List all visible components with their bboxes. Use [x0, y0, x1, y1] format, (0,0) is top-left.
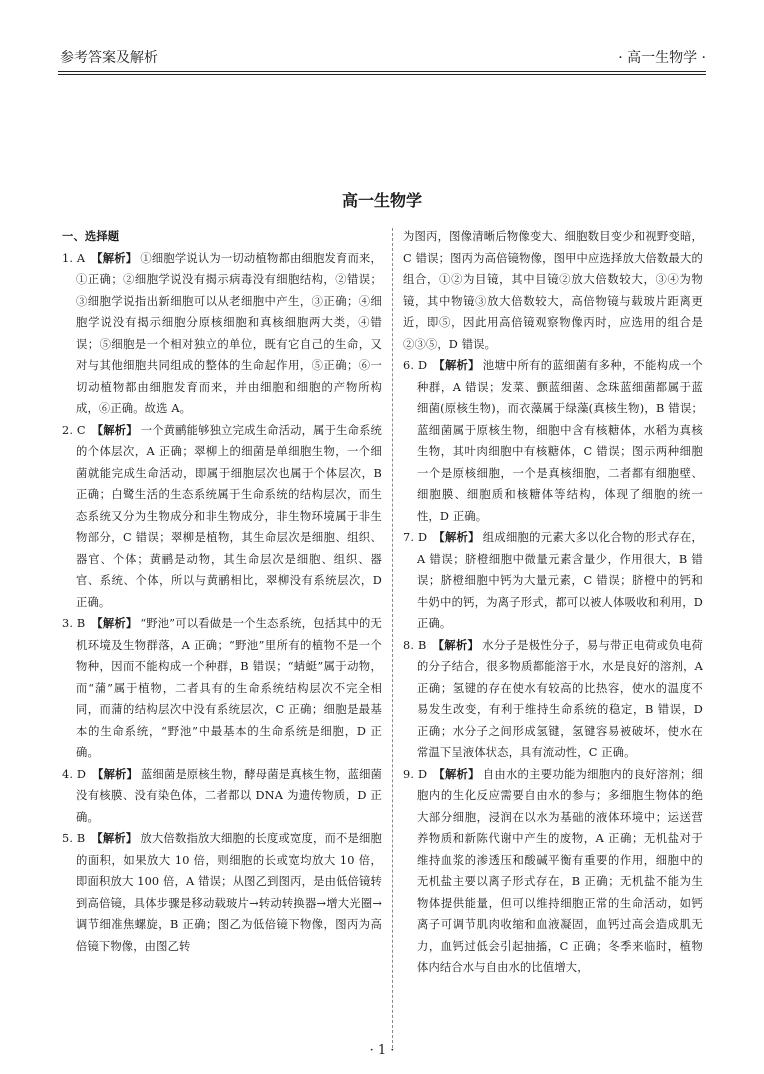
answer-number: 5. B	[62, 832, 86, 845]
column-divider	[392, 228, 393, 1048]
answer-text: 蓝细菌是原核生物，酵母菌是真核生物，蓝细菌没有核膜、没有染色体，二者都以 DNA 为遗传物质，D 正确。	[76, 767, 383, 824]
answer-number: 9. D	[403, 767, 428, 781]
answer-number: 4. D	[62, 767, 87, 781]
left-column	[62, 226, 382, 957]
answer-text: 自由水的主要功能为细胞内的良好溶剂；细胞内的生化反应需要自由水的参与；多细胞生物体的绝大部分细胞，浸润在以水为基础的液体环境中；运送营养物质和新陈代谢中产生的废物，A 正确；无机盐对于维持血浆的渗透压和酸碱平衡有重要的作用，细胞中的无机盐主要以离子形式存在，B 正确；无机盐不能为生物体提供能量，但可以维持细胞正常的生命活动，如钙离子可调节肌肉收缩和血液凝固，血钙过高会造成肌无力，血钙过低会引起抽搐，C 正确；冬季来临时，植物体内结合水与自由水的比值增大，	[417, 767, 703, 974]
answer-number: 1. A	[62, 251, 86, 265]
page-number: · 1 ·	[369, 1043, 395, 1058]
answer-item	[62, 764, 382, 829]
continued-paragraph: 为图丙，图像清晰后物像变大、细胞数目变少和视野变暗，C 错误；图丙为高倍镜物像，图甲中应选择放大倍数最大的组合，①②为目镜，其中目镜②放大倍数较大，③④为物镜，其中物镜③放大倍数较大，高倍物镜与载玻片距离更近，即⑤，因此用高倍镜观察物像丙时，应选用的组合是②③⑤，D 错误。	[403, 230, 703, 351]
answer-item	[403, 635, 703, 764]
analysis-tag: 【解析】	[92, 767, 139, 781]
answer-number: 2. C	[62, 423, 86, 437]
answer-item	[62, 613, 382, 764]
answer-number: 6. D	[403, 359, 428, 372]
header-rule	[58, 71, 706, 72]
analysis-tag: 【解析】	[91, 423, 138, 437]
analysis-tag: 【解析】	[91, 832, 138, 845]
answer-text: 放大倍数指放大细胞的长度或宽度，而不是细胞的面积，如果放大 10 倍，则细胞的长或宽均放大 10 倍，即面积放大 100 倍，A 错误；从图乙到图丙，是由低倍镜转到高倍镜，具体步骤是移动载玻片→转动转换器→增大光圈→调节细准焦螺旋，B 正确；图乙为低倍镜下物像，图丙为高倍镜下物像，由图乙转	[76, 832, 383, 953]
answer-text: “野池”可以看做是一个生态系统，包括其中的无机环境及生物群落，A 正确；“野池”里所有的植物不是一个物种，因而不能构成一个种群，B 错误；“蜻蜓”属于动物，而“蒲”属于植物，二者具有的生命系统结构层次不完全相同，而蒲的结构层次中没有系统层次，C 正确；细胞是最基本的生命系统，“野池”中最基本的生命系统是细胞，D 正确。	[76, 617, 382, 759]
answer-number: 7. D	[403, 531, 428, 544]
answer-text: 组成细胞的元素大多以化合物的形式存在，A 错误；脐橙细胞中微量元素含量少，作用很大，B 错误；脐橙细胞中钙为大量元素，C 错误；脐橙中的钙和牛奶中的钙，为离子形式，都可以被人体吸收和利用，D 正确。	[417, 531, 703, 630]
answer-text: 一个黄鹂能够独立完成生命活动，属于生命系统的个体层次，A 正确；翠柳上的细菌是单细胞生物，一个细菌就能完成生命活动，即属于细胞层次也属于个体层次，B 正确；白鹭生活的生态系统属于生命系统的结构层次，而生态系统又分为生物成分和非生物成分，非生物环境属于非生物部分，C 错误；翠柳是植物，其生命层次是细胞、组织、器官、个体；黄鹂是动物，其生命层次是细胞、组织、器官、系统、个体，所以与黄鹂相比，翠柳没有系统层次，D 正确。	[76, 423, 383, 609]
right-column	[403, 226, 703, 979]
page-title: 高一生物学	[341, 191, 422, 210]
analysis-tag: 【解析】	[91, 617, 138, 630]
header-rule-thin	[58, 74, 706, 75]
header-right-title: · 高一生物学 ·	[618, 50, 706, 66]
analysis-tag: 【解析】	[91, 251, 138, 265]
answer-text: 水分子是极性分子，易与带正电荷或负电荷的分子结合，很多物质都能溶于水，水是良好的溶剂，A 正确；氢键的存在使水有较高的比热容，使水的温度不易发生改变，有利于维持生命系统的稳定，B 错误，D 正确；水分子之间形成氢键，氢键容易被破坏，使水在常温下呈液体状态，具有流动性，C 正确。	[417, 638, 703, 759]
answer-item	[403, 527, 703, 635]
answer-item	[62, 248, 382, 420]
analysis-tag: 【解析】	[433, 359, 480, 372]
answer-item	[403, 764, 703, 979]
answer-item	[62, 828, 382, 957]
header-left-title: 参考答案及解析	[60, 50, 158, 66]
analysis-tag: 【解析】	[433, 531, 480, 544]
analysis-tag: 【解析】	[432, 638, 480, 652]
answer-text: 池塘中所有的蓝细菌有多种，不能构成一个种群，A 错误；发菜、颤蓝细菌、念珠蓝细菌都属于蓝细菌(原核生物)，而衣藻属于绿藻(真核生物)，B 错误；蓝细菌属于原核生物，细胞中含有核糖体，水稻为真核生物，其叶肉细胞中有核糖体，C 错误；图示两种细胞一个是原核细胞，一个是真核细胞，二者都有细胞壁、细胞膜、细胞质和核糖体等结构，体现了细胞的统一性，D 正确。	[417, 359, 703, 523]
answer-number: 8. B	[403, 638, 427, 652]
answer-item	[62, 420, 382, 614]
answer-item	[403, 355, 703, 527]
section-heading: 一、选择题	[62, 230, 120, 243]
answer-number: 3. B	[62, 617, 86, 630]
answer-text: ①细胞学说认为一切动植物都由细胞发育而来，①正确；②细胞学说没有揭示病毒没有细胞结构，②错误；③细胞学说指出新细胞可以从老细胞中产生，③正确；④细胞学说没有揭示细胞分原核细胞和真核细胞两大类，④错误；⑤细胞是一个相对独立的单位，既有它自己的生命，又对与其他细胞共同组成的整体的生命起作用，⑤正确；⑥一切动植物都由细胞发育而来，并由细胞和细胞的产物所构成，⑥正确。故选 A。	[76, 251, 383, 415]
analysis-tag: 【解析】	[433, 767, 480, 781]
